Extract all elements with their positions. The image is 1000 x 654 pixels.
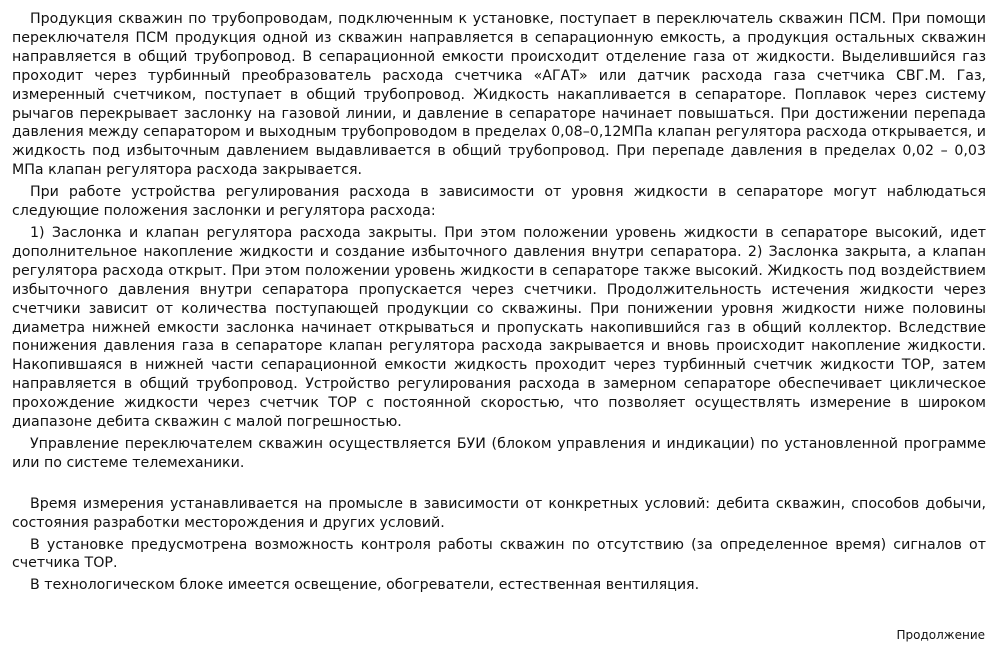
paragraph-measurement-time: Время измерения устанавливается на промысле в зависимости от конкретных условий: дебита скважин, способов добычи, состояния разработки месторождения и других условий. [12, 495, 986, 531]
paragraph-technological-block: В технологическом блоке имеется освещение, обогреватели, естественная вентиляция. [30, 577, 700, 594]
paragraph-control-unit: Управление переключателем скважин осуществляется БУИ (блоком управления и индикации) по установленной программе или по системе телемеханики. [12, 435, 986, 471]
paragraph-separation-process: Продукция скважин по трубопроводам, подключенным к установке, поступает в переключатель скважин ПСМ. При помощи переключателя ПСМ продукция одной из скважин направляется в сепарационную емкость, а продукция остальных скважин направляется в общий трубопровод. В сепарационной емкости происходит отделение газа от жидкости. Выделившийся газ проходит через турбинный преобразователь расхода счетчика «АГАТ» или датчик расхода газа счетчика СВГ.М. Газ, измеренный счетчиком, поступает в общий трубопровод. Жидкость накапливается в сепараторе. Поплавок через систему рычагов перекрывает заслонку на газовой линии, и давление в сепараторе начинает повышаться. При достижении перепада давления между сепаратором и выходным трубопроводом в пределах 0,08–0,12МПа клапан регулятора расхода открывается, и жидкость под избыточным давлением выдавливается в общий трубопровод. При перепаде давления в пределах 0,02 – 0,03 МПа клапан регулятора расхода закрывается. [12, 11, 986, 179]
document-body [12, 10, 986, 595]
continuation-label: Продолжение [896, 628, 985, 642]
paragraph-flow-regulator-positions: При работе устройства регулирования расхода в зависимости от уровня жидкости в сепараторе могут наблюдаться следующие положения заслонки и регулятора расхода: [12, 184, 986, 220]
paragraph-positions-list: 1) Заслонка и клапан регулятора расхода закрыты. При этом положении уровень жидкости в сепараторе высокий, идет дополнительное накопление жидкости и создание избыточного давления внутри сепаратора. 2) Заслонка закрыта, а клапан регулятора расхода открыт. При этом положении уровень жидкости в сепараторе также высокий. Жидкость под воздействием избыточного давления внутри сепаратора пропускается через счетчики. Продолжительность истечения жидкости через счетчики зависит от количества поступающей продукции со скважины. При понижении уровня жидкости ниже половины диаметра нижней емкости заслонка начинает открываться и пропускать накопившийся газ в общий коллектор. Вследствие понижения давления газа в сепараторе клапан регулятора расхода закрывается и вновь происходит накопление жидкости. Накопившаяся в нижней части сепарационной емкости жидкость проходит через турбинный счетчик жидкости ТОР, затем направляется в общий трубопровод. Устройство регулирования расхода в замерном сепараторе обеспечивает циклическое прохождение жидкости через счетчик ТОР с постоянной скоростью, что позволяет осуществлять измерение в широком диапазоне дебита скважин с малой погрешностью. [12, 224, 986, 431]
paragraph-signal-control: В установке предусмотрена возможность контроля работы скважин по отсутствию (за определенное время) сигналов от счетчика ТОР. [12, 536, 986, 572]
